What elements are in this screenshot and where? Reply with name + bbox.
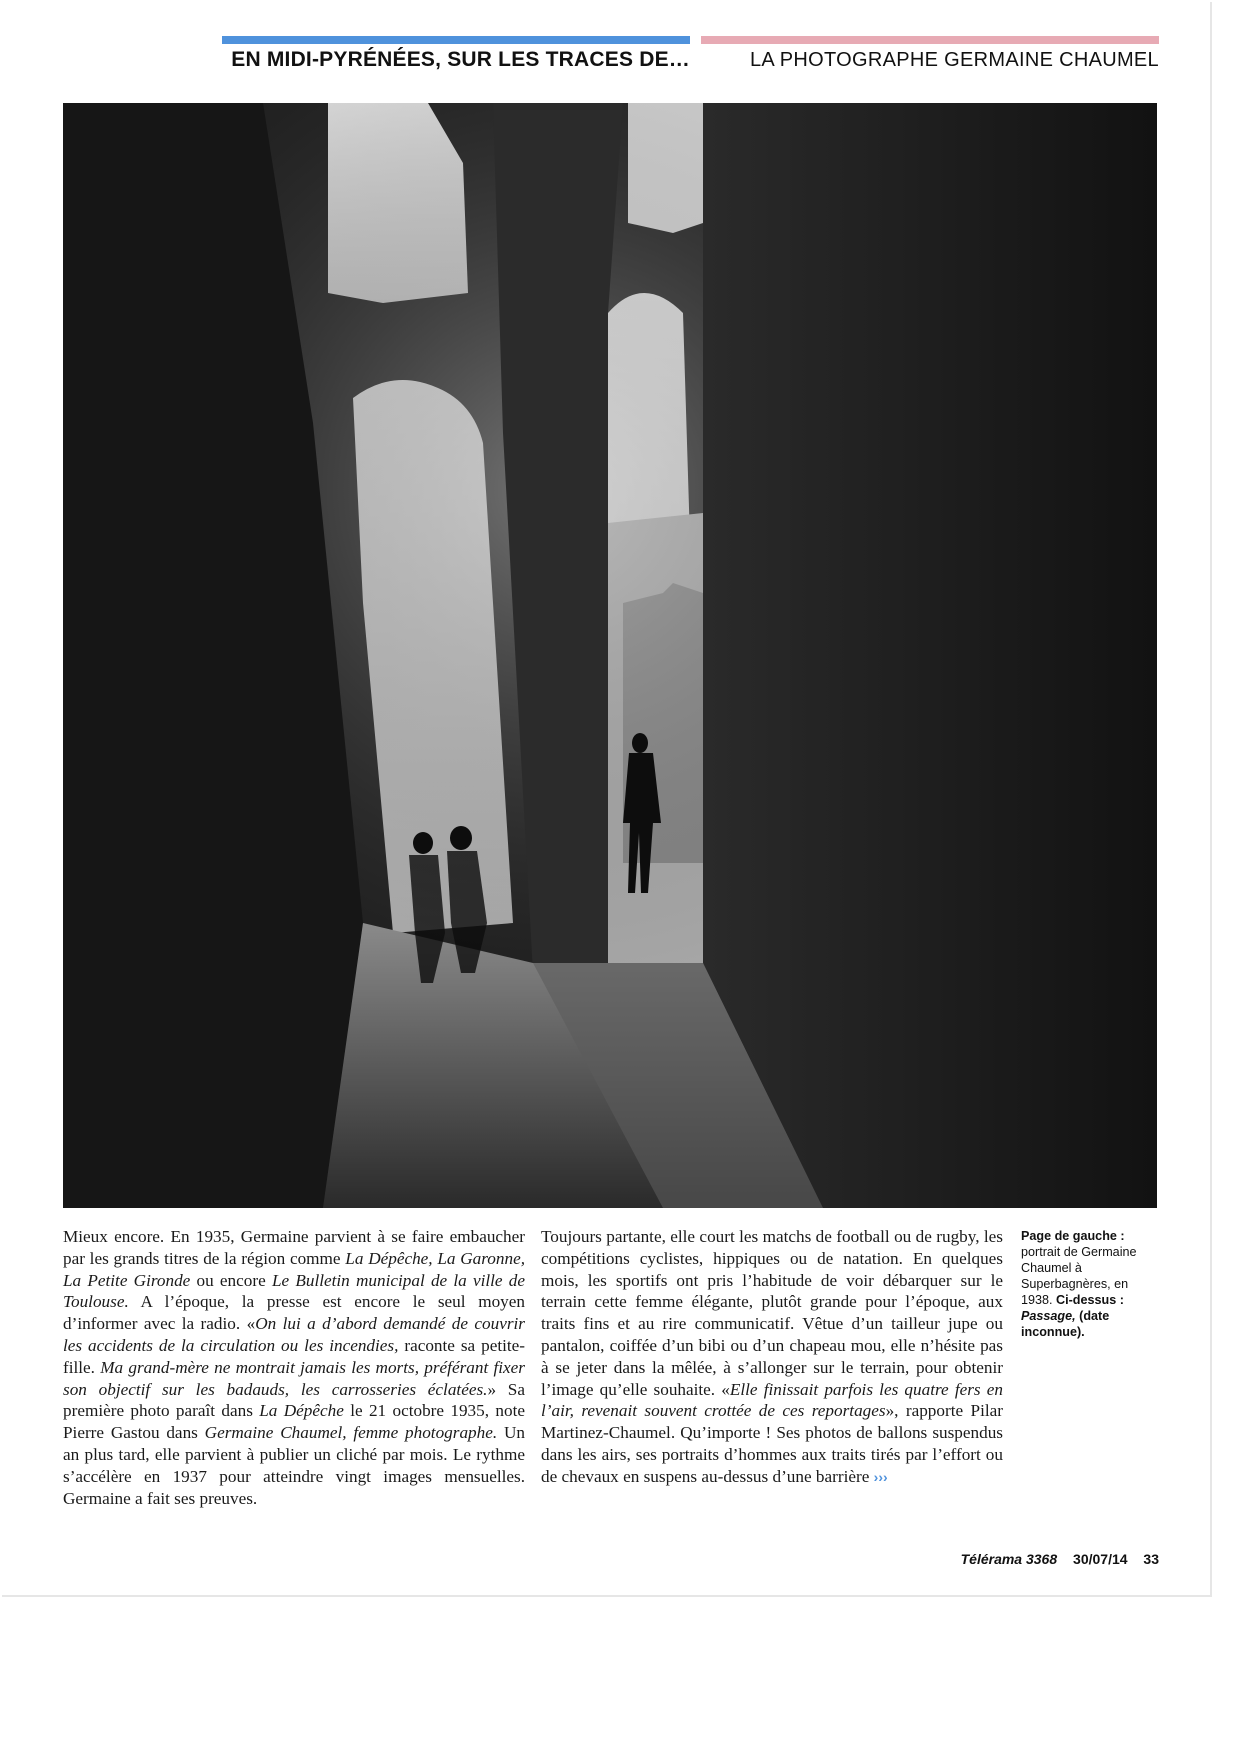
continue-arrow-icon: ››› [873,1468,888,1485]
section-rule-blue [222,36,690,44]
article-text-segment: » Sa première photo paraît dans [63,1379,525,1421]
issue-date: 30/07/14 [1073,1551,1128,1567]
article-text-segment: Toujours partante, elle court les matchs de football ou de rugby, les compétitions cyclistes, hippiques ou de natation. En quelques mois, les sportifs ont pris l’habitude de voir débarquer sur le terrain cette femme élégante, plutôt grande pour l’époque, aux traits fins et au rire communicatif. Vêtue d’un tailleur jupe ou pantalon, coiffée d’un bibi ou d’un chapeau mou, elle n’hésite pas à se jeter dans la mêlée, à s’allonger sur le terrain, pour obtenir l’image qu’elle souhaite. « [541,1227,1003,1399]
section-title: EN MIDI-PYRÉNÉES, SUR LES TRACES DE… [231,48,690,71]
article-text-segment: On lui a d’abord demandé de couvrir les accidents de la circulation ou les incendies, [63,1314,525,1355]
caption-text-1: portrait de Germaine Chaumel à Superbagnères, en 1938. [1021,1245,1137,1307]
article-text-segment: ou encore [190,1270,272,1290]
page-number: 33 [1143,1551,1159,1567]
article-text-segment: Elle finissait parfois les quatre fers en l’air, revenait souvent crottée de ces reportages [541,1379,1003,1421]
article-text-segment: le 21 octobre 1935, note Pierre Gastou dans [63,1401,525,1443]
section-subject: LA PHOTOGRAPHE GERMAINE CHAUMEL [749,49,1159,71]
article-column-1 [63,1226,525,1509]
caption-text-2: (date inconnue). [1021,1309,1110,1339]
article-text-segment: Ma grand-mère ne montrait jamais les morts, préférant fixer son objectif sur les badauds, les carrosseries éclatées. [63,1357,525,1399]
photo-caption [1021,1228,1161,1340]
article-column-2 [541,1226,1003,1489]
article-text-segment: Mieux encore. En 1935, Germaine parvient à se faire embaucher par les grands titres de la région comme [63,1227,525,1268]
article-text-segment: La Dépêche, La Garonne, La Petite Gironde [63,1248,526,1290]
article-text-segment: Le Bulletin municipal de la ville de Toulouse. [63,1270,525,1312]
section-rule-pink [701,36,1159,44]
article-text-segment: Germaine Chaumel, femme photographe. [204,1423,498,1443]
caption-label-1: Page de gauche : [1021,1229,1125,1243]
article-text-segment: raconte sa petite-fille. [63,1335,525,1377]
article-text-segment: Un an plus tard, elle parvient à publier un cliché par mois. Le rythme s’accélère en 1937 pour atteindre vingt images mensuelles. Germaine a fait ses preuves. [63,1423,525,1508]
caption-title-2: Passage, [1021,1309,1076,1323]
page-footer [800,1551,1159,1567]
article-text-segment: A l’époque, la presse est encore le seul moyen d’informer avec la radio. « [63,1292,525,1334]
magazine-name: Télérama 3368 [960,1551,1058,1567]
article-text-segment: La Dépêche [259,1401,344,1421]
caption-label-2: Ci-dessus : [1056,1293,1124,1307]
photograph-passage [63,103,1157,1208]
article-text-segment: », rapporte Pilar Martinez-Chaumel. Qu’importe ! Ses photos de ballons suspendus dans les airs, ses portraits d’hommes aux traits tirés par l’effort ou de chevaux en suspens au-dessus d’une barrière [541,1401,1003,1486]
